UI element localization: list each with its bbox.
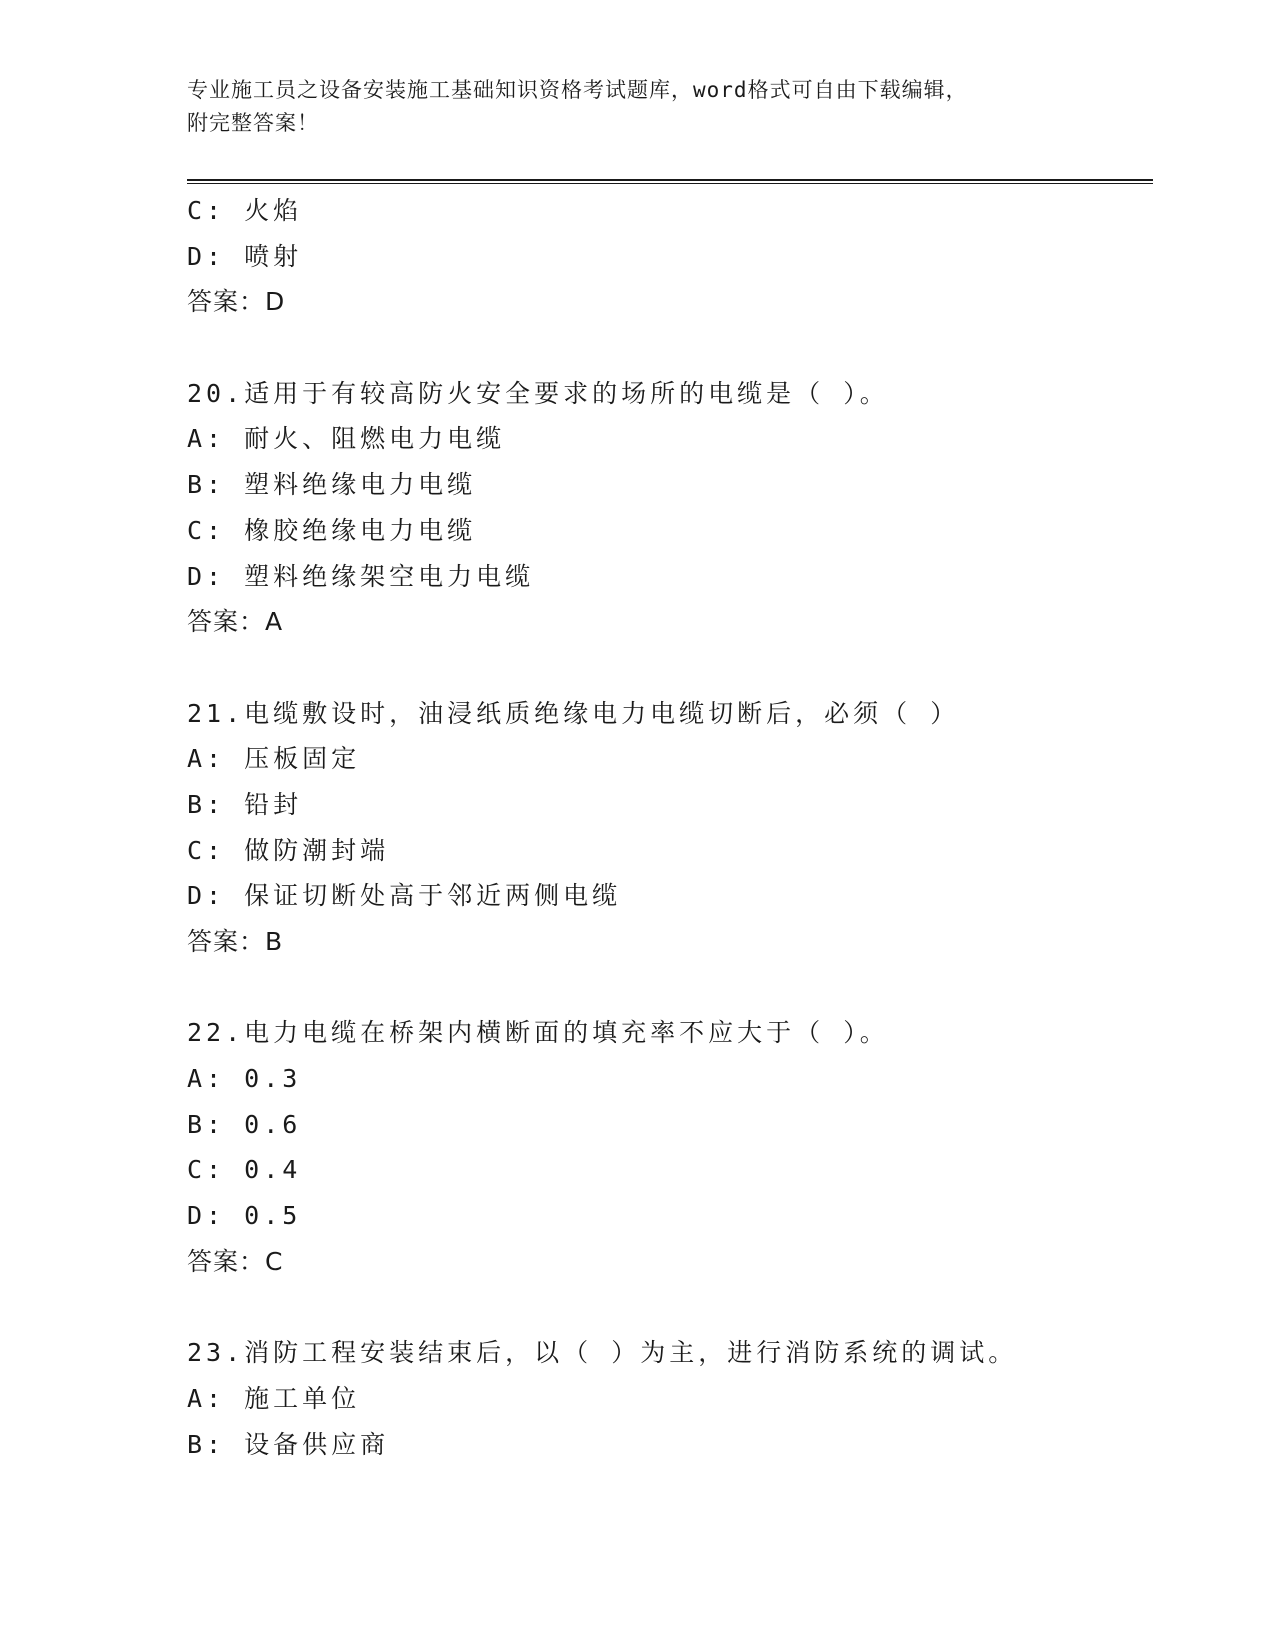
option-b: B: 设备供应商	[187, 1429, 390, 1459]
option-d: D: 塑料绝缘架空电力电缆	[187, 561, 535, 591]
answer-line: 答案：C	[187, 1246, 284, 1276]
option-b: B: 塑料绝缘电力电缆	[187, 470, 477, 500]
option-b: B: 铅封	[187, 789, 303, 819]
option-a: A: 压板固定	[187, 744, 361, 774]
option-a: A: 施工单位	[187, 1383, 361, 1413]
question-list	[187, 188, 1147, 1467]
spacer	[187, 965, 1147, 1011]
option-d: D: 保证切断处高于邻近两侧电缆	[187, 881, 622, 911]
spacer	[187, 325, 1147, 371]
option-c: C: 0.4	[187, 1155, 302, 1185]
question-19-tail	[187, 188, 1147, 325]
question-23	[187, 1330, 1147, 1467]
option-c: C: 做防潮封端	[187, 835, 390, 865]
option-d: D: 喷射	[187, 241, 303, 271]
question-stem: 22.电力电缆在桥架内横断面的填充率不应大于（ ）。	[187, 1018, 889, 1048]
question-22	[187, 1010, 1147, 1284]
question-21	[187, 691, 1147, 965]
header-title-line-2: 附完整答案！	[187, 111, 319, 135]
header-title-line-1: 专业施工员之设备安装施工基础知识资格考试题库，word格式可自由下载编辑，	[187, 78, 968, 102]
option-c: C: 火焰	[187, 196, 303, 225]
question-stem: 20.适用于有较高防火安全要求的场所的电缆是（ ）。	[187, 378, 889, 408]
answer-line: 答案：D	[187, 287, 286, 317]
question-stem: 21.电缆敷设时，油浸纸质绝缘电力电缆切断后，必须（ ）	[187, 698, 960, 728]
answer-line: 答案：B	[187, 927, 284, 956]
option-b: B: 0.6	[187, 1109, 302, 1139]
option-d: D: 0.5	[187, 1201, 302, 1231]
header-divider-thick	[187, 179, 1153, 181]
answer-line: 答案：A	[187, 607, 284, 637]
option-c: C: 橡胶绝缘电力电缆	[187, 515, 477, 545]
question-stem: 23.消防工程安装结束后，以（ ）为主，进行消防系统的调试。	[187, 1338, 1018, 1368]
spacer	[187, 645, 1147, 691]
document-header	[187, 74, 1087, 140]
spacer	[187, 1285, 1147, 1331]
option-a: A: 0.3	[187, 1064, 302, 1094]
option-a: A: 耐火、阻燃电力电缆	[187, 424, 506, 454]
header-divider-thin	[187, 183, 1153, 184]
question-20	[187, 371, 1147, 645]
